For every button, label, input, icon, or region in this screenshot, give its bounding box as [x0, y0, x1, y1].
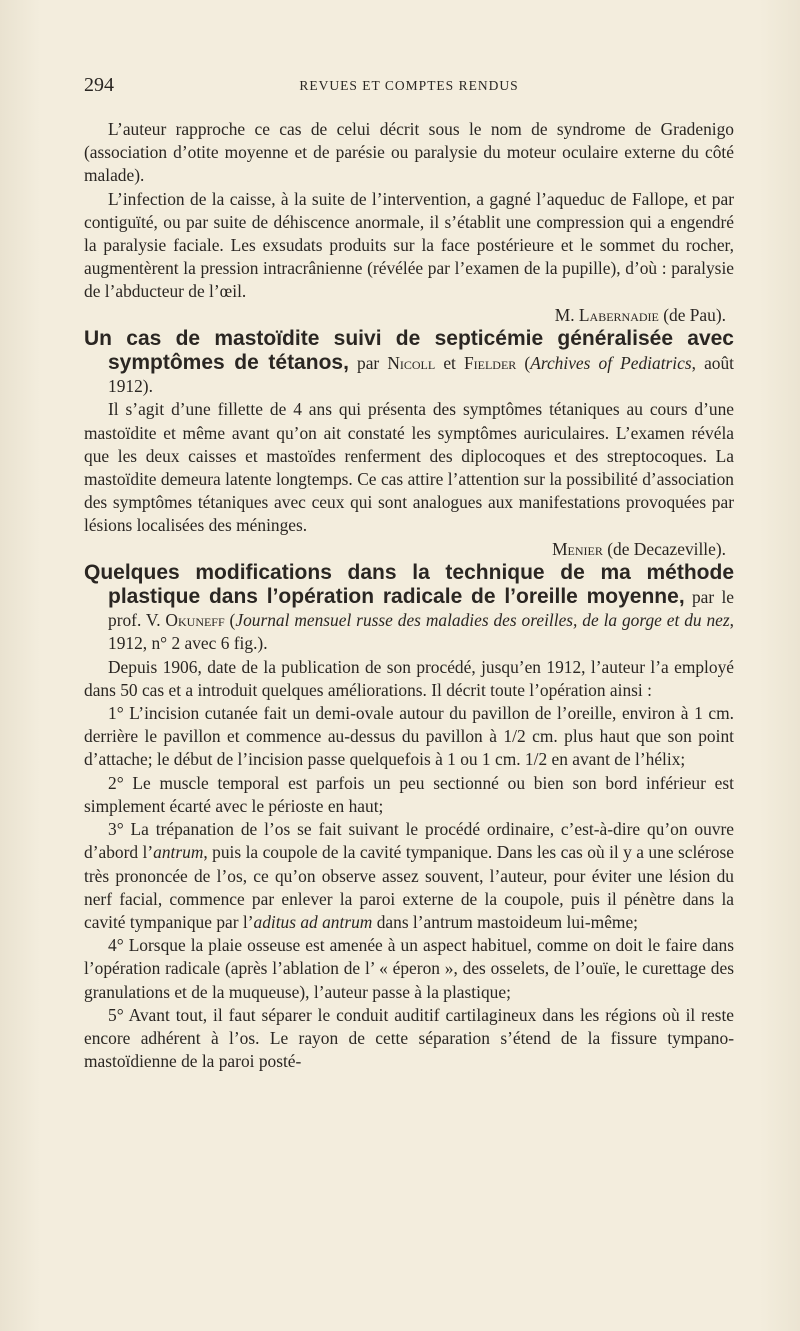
- list-item: 4° Lorsque la plaie osseuse est amenée à un aspect habituel, comme on doit le faire dans l’opération radicale (après l’ablation de l’ « éperon », des osselets, de l’ouïe, le curettage des granulations et de la muqueuse), l’auteur passe à la plastique;: [84, 935, 734, 1002]
- ref-open: (: [224, 610, 236, 631]
- list-item: 1° L’incision cutanée fait un demi-ovale autour du pavillon de l’oreille, environ à 1 cm. derrière le pavillon et commence au-dessus du pavillon à 1/2 cm. plus haut que son point d’attache; le début de l’incision passe quelquefois à 1 ou 1 cm. 1/2 en avant de l’hélix;: [84, 703, 734, 770]
- page-number: 294: [84, 74, 114, 96]
- item-text: dans l’antrum mastoideum lui-même;: [372, 911, 638, 932]
- signature-name: Menier: [552, 538, 603, 559]
- journal-name: Archives of Pediatrics: [530, 353, 692, 374]
- signature-place: (de Decazeville).: [602, 538, 726, 559]
- paragraph: Depuis 1906, date de la publication de son procédé, jusqu’en 1912, l’auteur l’a employé dans 50 cas et a introduit quelques améliorations. Il décrit toute l’opération ainsi :: [84, 656, 734, 700]
- paragraph: Il s’agit d’une fillette de 4 ans qui présenta des symptômes tétaniques au cours d’une mastoïdite et même avant qu’on ait constaté les symptômes auriculaires. L’examen révéla que les deux caisses et mastoïdes renferment des diplocoques et des streptocoques. La mastoïdite demeura latente longtemps. Ce cas attire l’attention sur la possibilité d’association des symptômes tétaniques avec ceux qui sont analogues aux manifestations provoquées par lésions localisées des méninges.: [84, 399, 734, 536]
- article-title: Un cas de mastoïdite suivi de septicémie généralisée avec symptômes de tétanos,: [84, 326, 734, 375]
- signature: [84, 304, 734, 327]
- article-title: Quelques modifications dans la technique de ma méthode plastique dans l’opération radicale de l’oreille moyenne,: [84, 560, 734, 609]
- page-body: [84, 118, 734, 1073]
- by-text: par: [348, 353, 388, 374]
- paragraph: L’infection de la caisse, à la suite de l’intervention, a gagné l’aqueduc de Fallope, et par contiguïté, ou par suite de déhiscence anormale, il s’établit une compression qui a engendré la paralysie faciale. Les exsudats produits sur la face postérieure et le sommet du rocher, augmentèrent la pression intracrânienne (révélée par l’examen de la pupille), d’où : paralysie de l’abducteur de l’œil.: [84, 188, 734, 302]
- signature-prefix: M.: [554, 304, 579, 325]
- ref-close: , 1912, n° 2 avec 6 fig.).: [108, 610, 734, 654]
- and-text: et: [435, 353, 464, 374]
- paragraph: L’auteur rapproche ce cas de celui décrit sous le nom de syndrome de Gradenigo (association d’otite moyenne et de parésie ou paralysie du moteur oculaire externe du côté malade).: [84, 119, 734, 186]
- ref-close: , août 1912).: [108, 353, 735, 397]
- review-entry-heading: [84, 327, 734, 399]
- signature-name: Labernadie: [578, 304, 659, 325]
- signature: [84, 538, 734, 561]
- author-name: Nicoll: [387, 353, 436, 374]
- item-italic: aditus ad antrum: [253, 911, 373, 932]
- signature-place: (de Pau).: [658, 304, 726, 325]
- list-item: [84, 818, 734, 934]
- by-text: par le prof. V.: [108, 587, 734, 631]
- item-text: 3° La trépanation de l’os se fait suivant le procédé ordinaire, c’est-à-dire qu’on ouvre d’abord l’: [84, 819, 734, 863]
- item-text: , puis la coupole de la cavité tympanique. Dans les cas où il y a une sclérose très prononcée de l’os, ce qu’on observe assez souvent, l’auteur, pour éviter une lésion du nerf facial, commence par enlever la paroi externe de la coupole, puis il pénètre dans la cavité tympanique par l’: [84, 842, 734, 932]
- author-name: Okuneff: [165, 610, 225, 631]
- list-item: 2° Le muscle temporal est parfois un peu sectionné ou bien son bord inférieur est simplement écarté avec le périoste en haut;: [84, 772, 734, 816]
- page-header: [84, 74, 734, 100]
- running-head: REVUES ET COMPTES RENDUS: [299, 78, 519, 93]
- journal-name: Journal mensuel russe des maladies des oreilles, de la gorge et du nez: [235, 610, 730, 631]
- list-item: 5° Avant tout, il faut séparer le conduit auditif cartilagineux dans les régions où il reste encore adhérent à l’os. Le rayon de cette séparation s’étend de la fissure tympano-mastoïdienne de la paroi posté-: [84, 1004, 734, 1072]
- author-name: Fielder: [463, 353, 517, 374]
- ref-open: (: [516, 353, 531, 374]
- item-italic: antrum: [153, 842, 204, 863]
- review-entry-heading: [84, 561, 734, 656]
